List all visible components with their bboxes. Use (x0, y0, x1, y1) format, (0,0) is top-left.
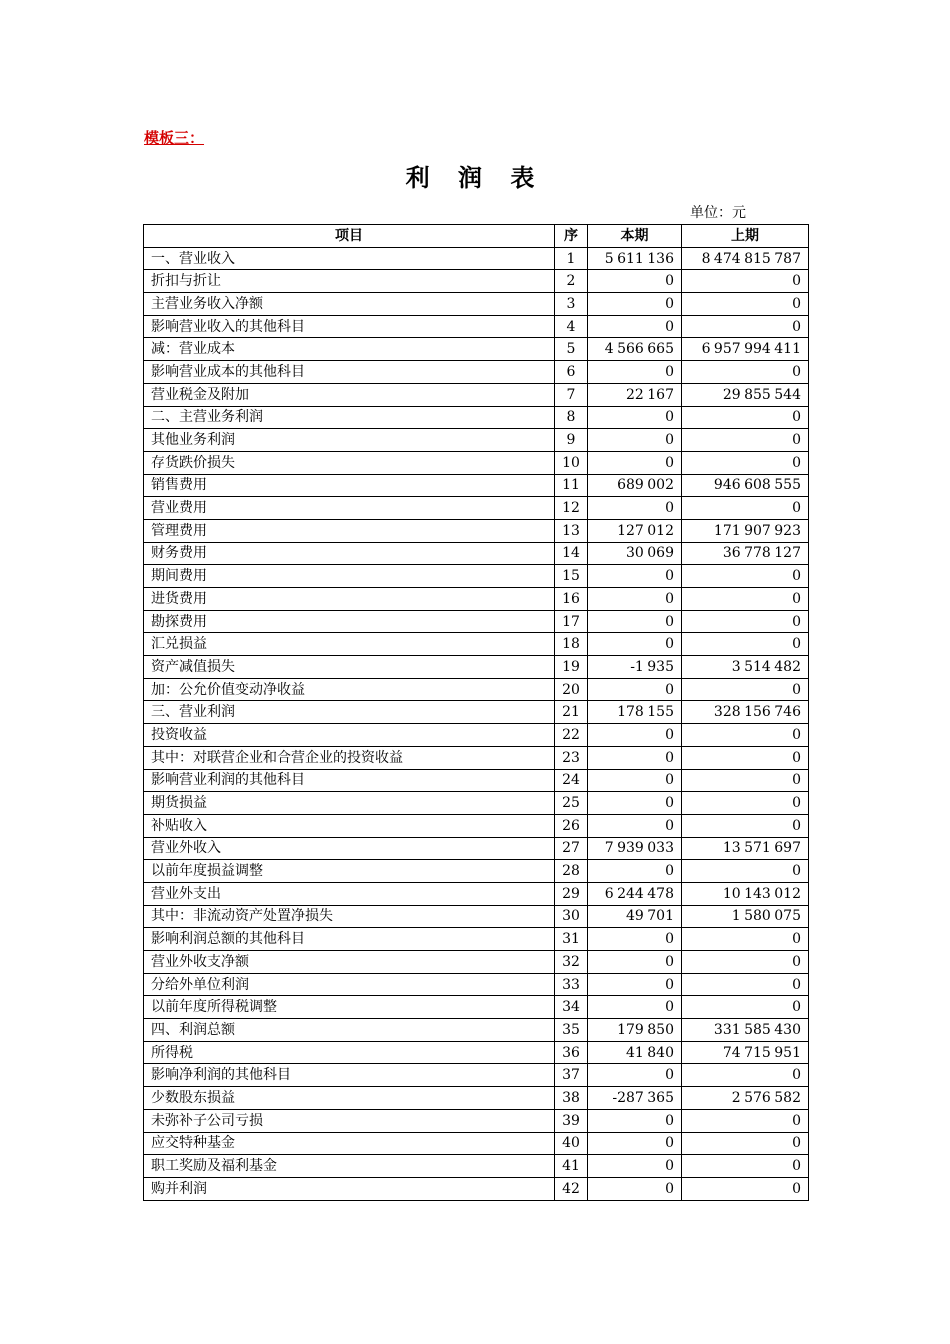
row-current-value: 0 (588, 746, 682, 769)
row-previous-value: 13 571 697 (682, 837, 809, 860)
table-row (144, 701, 809, 724)
row-seq: 25 (555, 792, 588, 815)
row-item-name: 营业外支出 (144, 882, 555, 905)
header-item: 项目 (144, 225, 555, 248)
row-item-name: 影响营业收入的其他科目 (144, 315, 555, 338)
row-item-name: 二、主营业务利润 (144, 406, 555, 429)
table-row (144, 1155, 809, 1178)
header-previous: 上期 (682, 225, 809, 248)
table-row (144, 656, 809, 679)
row-seq: 5 (555, 338, 588, 361)
table-row (144, 406, 809, 429)
row-previous-value: 0 (682, 270, 809, 293)
row-seq: 35 (555, 1019, 588, 1042)
row-item-name: 汇兑损益 (144, 633, 555, 656)
row-item-name: 三、营业利润 (144, 701, 555, 724)
row-seq: 31 (555, 928, 588, 951)
row-seq: 6 (555, 361, 588, 384)
row-previous-value: 0 (682, 293, 809, 316)
row-current-value: 0 (588, 1155, 682, 1178)
row-current-value: 49 701 (588, 905, 682, 928)
table-row (144, 814, 809, 837)
table-row (144, 792, 809, 815)
row-current-value: 0 (588, 429, 682, 452)
table-row (144, 519, 809, 542)
row-seq: 8 (555, 406, 588, 429)
row-current-value: 178 155 (588, 701, 682, 724)
row-item-name: 少数股东损益 (144, 1087, 555, 1110)
table-row (144, 451, 809, 474)
row-current-value: 0 (588, 406, 682, 429)
row-previous-value: 328 156 746 (682, 701, 809, 724)
row-current-value: 0 (588, 497, 682, 520)
row-previous-value: 0 (682, 996, 809, 1019)
row-seq: 37 (555, 1064, 588, 1087)
row-item-name: 以前年度损益调整 (144, 860, 555, 883)
row-previous-value: 0 (682, 588, 809, 611)
row-item-name: 减：营业成本 (144, 338, 555, 361)
row-previous-value: 0 (682, 565, 809, 588)
row-seq: 34 (555, 996, 588, 1019)
row-previous-value: 0 (682, 724, 809, 747)
row-seq: 20 (555, 678, 588, 701)
row-previous-value: 1 580 075 (682, 905, 809, 928)
row-item-name: 存货跌价损失 (144, 451, 555, 474)
row-current-value: 4 566 665 (588, 338, 682, 361)
row-seq: 16 (555, 588, 588, 611)
document-title: 利 润 表 (405, 164, 545, 192)
table-row (144, 383, 809, 406)
row-item-name: 影响营业利润的其他科目 (144, 769, 555, 792)
row-seq: 18 (555, 633, 588, 656)
row-previous-value: 0 (682, 1132, 809, 1155)
row-item-name: 其中：非流动资产处置净损失 (144, 905, 555, 928)
row-previous-value: 0 (682, 610, 809, 633)
row-item-name: 一、营业收入 (144, 247, 555, 270)
header-seq: 序 (555, 225, 588, 248)
row-item-name: 以前年度所得税调整 (144, 996, 555, 1019)
table-row (144, 633, 809, 656)
table-body (144, 247, 809, 1200)
table-row (144, 474, 809, 497)
table-row (144, 293, 809, 316)
income-statement-table (143, 224, 809, 1201)
row-item-name: 分给外单位利润 (144, 973, 555, 996)
table-row (144, 928, 809, 951)
row-previous-value: 74 715 951 (682, 1041, 809, 1064)
row-seq: 32 (555, 951, 588, 974)
row-current-value: 0 (588, 973, 682, 996)
row-current-value: 0 (588, 1177, 682, 1200)
row-current-value: 0 (588, 996, 682, 1019)
row-current-value: 0 (588, 315, 682, 338)
template-label: 模板三： (144, 129, 205, 147)
row-seq: 17 (555, 610, 588, 633)
table-row (144, 973, 809, 996)
table-row (144, 1064, 809, 1087)
row-item-name: 期货损益 (144, 792, 555, 815)
row-previous-value: 8 474 815 787 (682, 247, 809, 270)
table-header-row (144, 225, 809, 248)
row-previous-value: 0 (682, 814, 809, 837)
row-previous-value: 29 855 544 (682, 383, 809, 406)
row-item-name: 未弥补子公司亏损 (144, 1109, 555, 1132)
table-row (144, 860, 809, 883)
table-row (144, 338, 809, 361)
row-seq: 40 (555, 1132, 588, 1155)
table-row (144, 315, 809, 338)
row-seq: 15 (555, 565, 588, 588)
row-current-value: 0 (588, 1132, 682, 1155)
row-previous-value: 3 514 482 (682, 656, 809, 679)
row-seq: 4 (555, 315, 588, 338)
row-current-value: 179 850 (588, 1019, 682, 1042)
row-seq: 23 (555, 746, 588, 769)
table-row (144, 1019, 809, 1042)
row-previous-value: 0 (682, 928, 809, 951)
row-current-value: 41 840 (588, 1041, 682, 1064)
row-current-value: 127 012 (588, 519, 682, 542)
row-previous-value: 0 (682, 497, 809, 520)
row-seq: 36 (555, 1041, 588, 1064)
table-row (144, 1109, 809, 1132)
row-item-name: 折扣与折让 (144, 270, 555, 293)
row-item-name: 勘探费用 (144, 610, 555, 633)
unit-label: 单位：元 (690, 205, 746, 221)
row-item-name: 应交特种基金 (144, 1132, 555, 1155)
row-seq: 1 (555, 247, 588, 270)
row-current-value: 0 (588, 270, 682, 293)
row-previous-value: 0 (682, 633, 809, 656)
row-previous-value: 0 (682, 973, 809, 996)
table-row (144, 429, 809, 452)
row-previous-value: 0 (682, 1064, 809, 1087)
row-item-name: 影响净利润的其他科目 (144, 1064, 555, 1087)
row-previous-value: 0 (682, 792, 809, 815)
row-previous-value: 0 (682, 361, 809, 384)
row-seq: 33 (555, 973, 588, 996)
table-row (144, 951, 809, 974)
row-current-value: 0 (588, 860, 682, 883)
row-item-name: 营业税金及附加 (144, 383, 555, 406)
table-row (144, 769, 809, 792)
row-item-name: 营业费用 (144, 497, 555, 520)
row-current-value: 0 (588, 928, 682, 951)
row-current-value: 0 (588, 565, 682, 588)
row-current-value: 5 611 136 (588, 247, 682, 270)
table-row (144, 270, 809, 293)
row-current-value: 0 (588, 293, 682, 316)
row-previous-value: 10 143 012 (682, 882, 809, 905)
table-row (144, 1132, 809, 1155)
table-row (144, 905, 809, 928)
table-row (144, 746, 809, 769)
table-row (144, 996, 809, 1019)
row-seq: 30 (555, 905, 588, 928)
row-seq: 26 (555, 814, 588, 837)
row-seq: 14 (555, 542, 588, 565)
table-row (144, 542, 809, 565)
row-current-value: 0 (588, 1109, 682, 1132)
table-row (144, 610, 809, 633)
row-item-name: 财务费用 (144, 542, 555, 565)
row-seq: 22 (555, 724, 588, 747)
table-row (144, 1041, 809, 1064)
row-seq: 19 (555, 656, 588, 679)
row-previous-value: 946 608 555 (682, 474, 809, 497)
row-previous-value: 0 (682, 406, 809, 429)
row-previous-value: 0 (682, 746, 809, 769)
row-item-name: 所得税 (144, 1041, 555, 1064)
row-previous-value: 0 (682, 1155, 809, 1178)
row-seq: 41 (555, 1155, 588, 1178)
row-item-name: 销售费用 (144, 474, 555, 497)
row-seq: 42 (555, 1177, 588, 1200)
row-previous-value: 171 907 923 (682, 519, 809, 542)
row-current-value: 0 (588, 678, 682, 701)
row-current-value: 0 (588, 769, 682, 792)
row-current-value: 0 (588, 1064, 682, 1087)
row-previous-value: 36 778 127 (682, 542, 809, 565)
row-seq: 13 (555, 519, 588, 542)
table-row (144, 724, 809, 747)
row-item-name: 购并利润 (144, 1177, 555, 1200)
row-seq: 24 (555, 769, 588, 792)
row-item-name: 影响利润总额的其他科目 (144, 928, 555, 951)
row-item-name: 加：公允价值变动净收益 (144, 678, 555, 701)
table-row (144, 588, 809, 611)
row-seq: 38 (555, 1087, 588, 1110)
row-current-value: 0 (588, 951, 682, 974)
row-previous-value: 2 576 582 (682, 1087, 809, 1110)
table-row (144, 565, 809, 588)
row-current-value: 0 (588, 451, 682, 474)
row-current-value: 0 (588, 724, 682, 747)
row-seq: 39 (555, 1109, 588, 1132)
table-row (144, 497, 809, 520)
row-item-name: 管理费用 (144, 519, 555, 542)
row-current-value: 7 939 033 (588, 837, 682, 860)
row-item-name: 主营业务收入净额 (144, 293, 555, 316)
row-item-name: 进货费用 (144, 588, 555, 611)
row-seq: 27 (555, 837, 588, 860)
row-item-name: 其他业务利润 (144, 429, 555, 452)
row-item-name: 职工奖励及福利基金 (144, 1155, 555, 1178)
row-item-name: 补贴收入 (144, 814, 555, 837)
row-item-name: 资产减值损失 (144, 656, 555, 679)
row-seq: 10 (555, 451, 588, 474)
row-current-value: -1 935 (588, 656, 682, 679)
row-item-name: 影响营业成本的其他科目 (144, 361, 555, 384)
row-current-value: 6 244 478 (588, 882, 682, 905)
row-seq: 28 (555, 860, 588, 883)
row-previous-value: 0 (682, 429, 809, 452)
row-current-value: 689 002 (588, 474, 682, 497)
row-previous-value: 0 (682, 951, 809, 974)
row-item-name: 其中：对联营企业和合营企业的投资收益 (144, 746, 555, 769)
row-current-value: -287 365 (588, 1087, 682, 1110)
row-item-name: 期间费用 (144, 565, 555, 588)
row-seq: 11 (555, 474, 588, 497)
row-seq: 2 (555, 270, 588, 293)
row-seq: 9 (555, 429, 588, 452)
row-previous-value: 0 (682, 1177, 809, 1200)
row-previous-value: 0 (682, 315, 809, 338)
table-row (144, 1177, 809, 1200)
row-previous-value: 0 (682, 860, 809, 883)
header-current: 本期 (588, 225, 682, 248)
row-current-value: 0 (588, 814, 682, 837)
row-item-name: 投资收益 (144, 724, 555, 747)
row-item-name: 四、利润总额 (144, 1019, 555, 1042)
row-current-value: 22 167 (588, 383, 682, 406)
row-item-name: 营业外收支净额 (144, 951, 555, 974)
table-row (144, 247, 809, 270)
row-current-value: 0 (588, 588, 682, 611)
row-current-value: 30 069 (588, 542, 682, 565)
row-previous-value: 6 957 994 411 (682, 338, 809, 361)
row-previous-value: 0 (682, 769, 809, 792)
row-previous-value: 0 (682, 678, 809, 701)
row-previous-value: 0 (682, 451, 809, 474)
row-seq: 12 (555, 497, 588, 520)
row-seq: 3 (555, 293, 588, 316)
row-seq: 7 (555, 383, 588, 406)
table-row (144, 361, 809, 384)
row-current-value: 0 (588, 792, 682, 815)
row-seq: 21 (555, 701, 588, 724)
row-previous-value: 0 (682, 1109, 809, 1132)
row-previous-value: 331 585 430 (682, 1019, 809, 1042)
table-row (144, 1087, 809, 1110)
row-seq: 29 (555, 882, 588, 905)
row-current-value: 0 (588, 633, 682, 656)
table-row (144, 837, 809, 860)
row-item-name: 营业外收入 (144, 837, 555, 860)
row-current-value: 0 (588, 610, 682, 633)
table-row (144, 678, 809, 701)
row-current-value: 0 (588, 361, 682, 384)
table-row (144, 882, 809, 905)
